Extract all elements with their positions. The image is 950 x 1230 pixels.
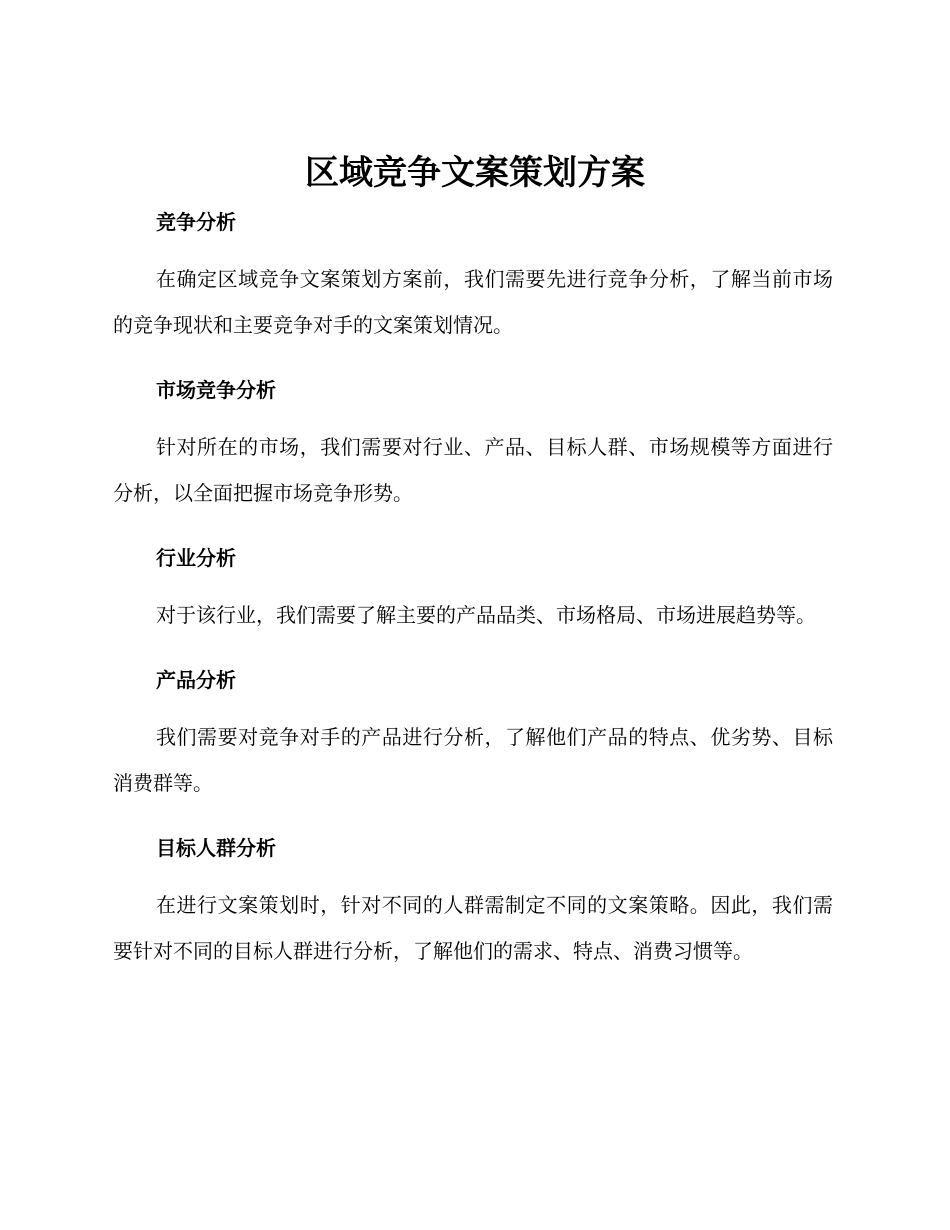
section-paragraph: 在进行文案策划时，针对不同的人群需制定不同的文案策略。因此，我们需要针对不同的目标人群进行分析，了解他们的需求、特点、消费习惯等。	[113, 893, 833, 963]
section-heading: 行业分析	[156, 546, 236, 570]
section-competition-analysis	[113, 200, 833, 348]
section-heading: 产品分析	[156, 668, 236, 692]
section-market-competition-analysis	[113, 368, 833, 516]
section-target-audience-analysis	[113, 826, 833, 974]
section-paragraph: 我们需要对竞争对手的产品进行分析，了解他们产品的特点、优劣势、目标消费群等。	[113, 725, 833, 795]
document-content	[113, 200, 833, 974]
section-paragraph: 在确定区域竞争文案策划方案前，我们需要先进行竞争分析，了解当前市场的竞争现状和主要竞争对手的文案策划情况。	[113, 267, 833, 337]
section-paragraph: 对于该行业，我们需要了解主要的产品品类、市场格局、市场进展趋势等。	[156, 603, 816, 627]
section-heading: 竞争分析	[156, 210, 236, 234]
section-industry-analysis	[113, 536, 833, 638]
section-paragraph: 针对所在的市场，我们需要对行业、产品、目标人群、市场规模等方面进行分析，以全面把握市场竞争形势。	[113, 435, 833, 505]
document-title: 区域竞争文案策划方案	[305, 153, 645, 193]
section-heading: 目标人群分析	[156, 836, 276, 860]
section-heading: 市场竞争分析	[156, 378, 276, 402]
section-product-analysis	[113, 658, 833, 806]
